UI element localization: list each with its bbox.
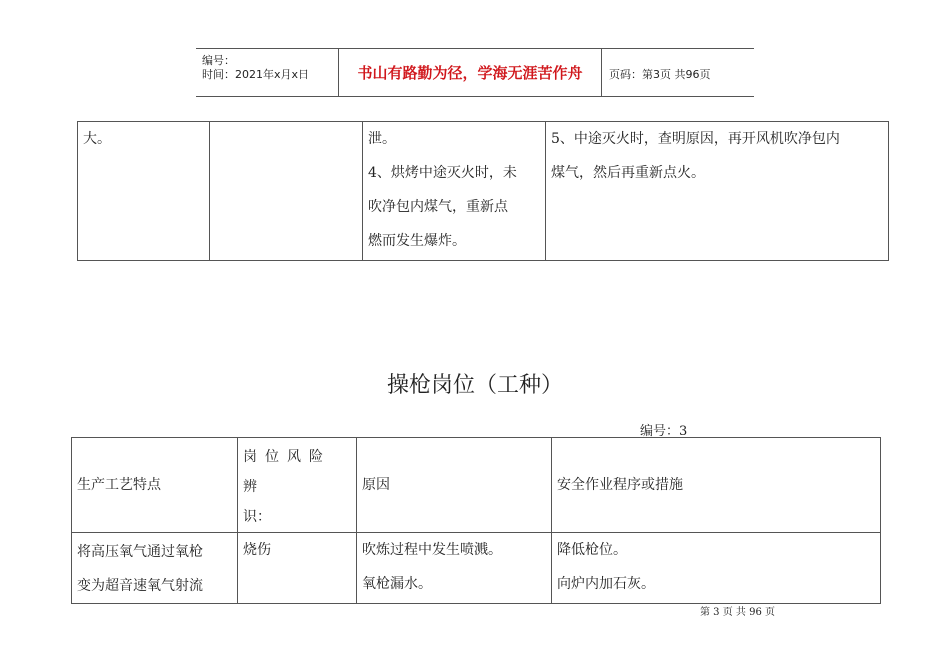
cell-line: 吹净包内煤气，重新点 [368, 199, 508, 215]
header-time-label: 时间：2021年x月x日 [202, 68, 310, 81]
cell-line: 大。 [83, 131, 111, 147]
header-divider [601, 48, 602, 96]
section-code: 编号：3 [640, 424, 688, 439]
cell-line: 岗位风险辨 [243, 449, 331, 495]
table-cell [363, 122, 546, 261]
cell-line: 烧伤 [243, 542, 271, 558]
table-cell [552, 533, 881, 604]
cell-line: 变为超音速氧气射流 [77, 578, 203, 594]
cell-line: 氧枪漏水。 [362, 576, 432, 592]
header-divider [338, 48, 339, 96]
header-page-label: 页码：第3页 共96页 [609, 68, 711, 81]
table-row [72, 533, 881, 604]
table-row [78, 122, 889, 261]
cell-line: 向炉内加石灰。 [557, 576, 655, 592]
cell-line: 降低枪位。 [557, 542, 627, 558]
risk-table [71, 437, 881, 604]
cell-line: 识： [243, 509, 271, 525]
header-code-label: 编号： [202, 54, 235, 67]
table-cell [357, 533, 552, 604]
header-cell: 原因 [357, 438, 552, 533]
header-cell: 安全作业程序或措施 [552, 438, 881, 533]
header-cell [238, 438, 357, 533]
cell-line: 吹炼过程中发生喷溅。 [362, 542, 502, 558]
cell-line: 5、中途灭火时，查明原因，再开风机吹净包内 [551, 131, 840, 147]
table-cell [72, 533, 238, 604]
header-bottom-rule [196, 96, 754, 97]
section-title: 操枪岗位（工种） [386, 373, 563, 398]
cell-line: 燃而发生爆炸。 [368, 233, 466, 249]
table-cell [238, 533, 357, 604]
table-cell [546, 122, 889, 261]
header-cell: 生产工艺特点 [72, 438, 238, 533]
header-top-rule [196, 48, 754, 49]
cell-line: 煤气，然后再重新点火。 [551, 165, 705, 181]
cell-line: 将高压氧气通过氧枪 [77, 544, 203, 560]
page-footer: 第 3 页 共 96 页 [700, 607, 775, 618]
continued-table [77, 121, 889, 261]
table-header-row [72, 438, 881, 533]
header-motto: 书山有路勤为径，学海无涯苦作舟 [357, 64, 583, 82]
cell-line: 4、烘烤中途灭火时，未 [368, 165, 517, 181]
table-cell [210, 122, 363, 261]
cell-line: 泄。 [368, 131, 396, 147]
table-cell [78, 122, 210, 261]
